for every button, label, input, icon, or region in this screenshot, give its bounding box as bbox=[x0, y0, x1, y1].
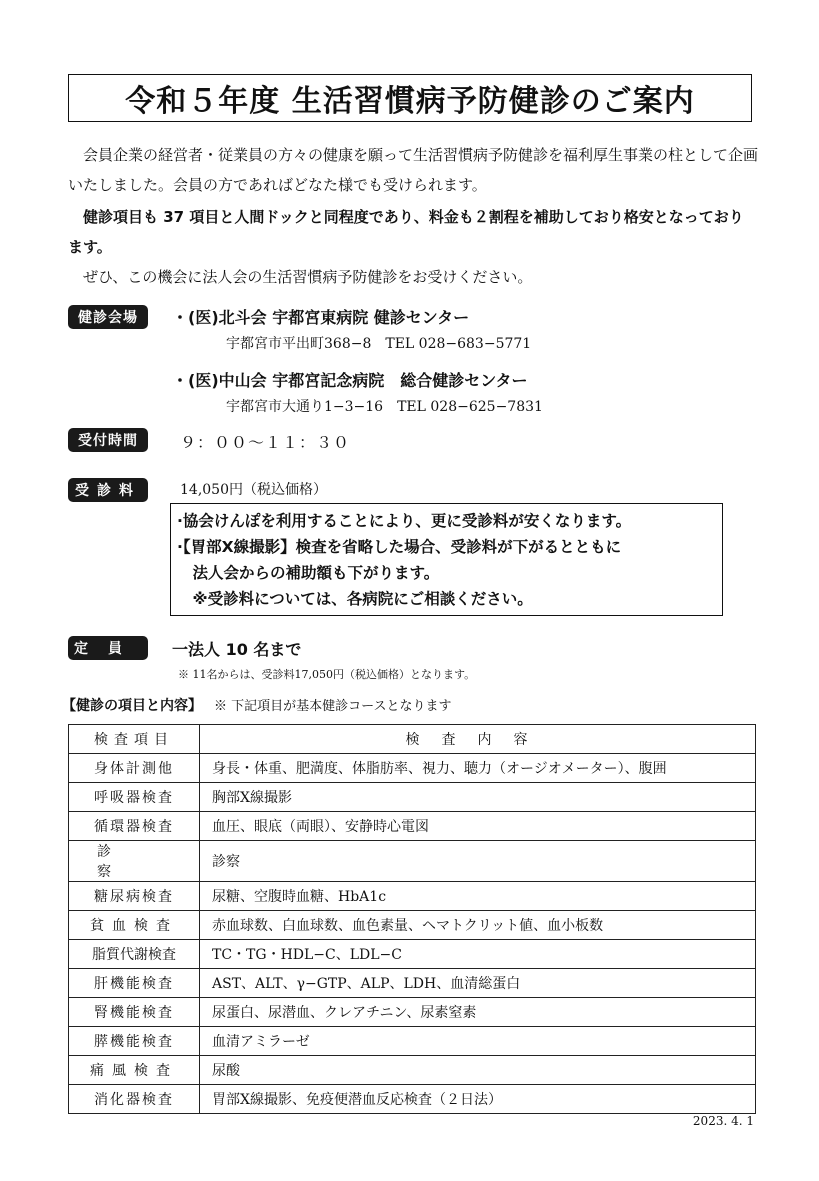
table-row bbox=[69, 1085, 756, 1114]
header-exam-content: 検査内容 bbox=[200, 725, 756, 754]
hospital-1-address: 宇都宮市平出町368−8 TEL 028−683−5771 bbox=[226, 336, 532, 352]
hospital-2-address: 宇都宮市大通り1−3−16 TEL 028−625−7831 bbox=[226, 399, 543, 415]
capacity-value: 一法人 10 名まで bbox=[172, 640, 302, 659]
exam-content: 診察 bbox=[200, 841, 756, 882]
venue-label: 健診会場 bbox=[68, 305, 148, 329]
table-row bbox=[69, 783, 756, 812]
exam-item: 肝機能検査 bbox=[69, 969, 200, 998]
intro-paragraph-3: ぜひ、この機会に法人会の生活習慣病予防健診をお受けください。 bbox=[83, 268, 533, 286]
hospital-1-name: ・(医)北斗会 宇都宮東病院 健診センター bbox=[172, 308, 470, 327]
table-row bbox=[69, 1027, 756, 1056]
hospital-2-name: ・(医)中山会 宇都宮記念病院 総合健診センター bbox=[172, 371, 528, 390]
table-row bbox=[69, 754, 756, 783]
exam-content: 尿蛋白、尿潜血、クレアチニン、尿素窒素 bbox=[200, 998, 756, 1027]
fee-note: ※受診料については、各病院にご相談ください。 bbox=[177, 590, 533, 608]
table-row bbox=[69, 1056, 756, 1085]
exam-content: 赤血球数、白血球数、血色素量、ヘマトクリット値、血小板数 bbox=[200, 911, 756, 940]
exam-item: 痛風検査 bbox=[69, 1056, 200, 1085]
exam-item: 身体計測他 bbox=[69, 754, 200, 783]
exam-content: TC・TG・HDL−C、LDL−C bbox=[200, 940, 756, 969]
items-section-title: 【健診の項目と内容】 bbox=[62, 698, 202, 714]
exam-item: 貧血検査 bbox=[69, 911, 200, 940]
fee-notes-box bbox=[170, 503, 723, 616]
exam-content: 尿糖、空腹時血糖、HbA1c bbox=[200, 882, 756, 911]
items-section-note: ※ 下記項目が基本健診コースとなります bbox=[214, 699, 452, 714]
table-row bbox=[69, 882, 756, 911]
reception-time: ９：００～１１：３０ bbox=[180, 433, 351, 452]
items-section-heading bbox=[62, 695, 451, 715]
intro-paragraph-1: 会員企業の経営者・従業員の方々の健康を願って生活習慣病予防健診を福利厚生事業の柱として企画いたしました。会員の方であればどなた様でも受けられます。 bbox=[68, 146, 759, 194]
exam-content: 胃部X線撮影、免疫便潜血反応検査（２日法） bbox=[200, 1085, 756, 1114]
intro-paragraph-2: 健診項目も 37 項目と人間ドックと同程度であり、料金も２割程を補助しており格安となっております。 bbox=[68, 208, 744, 256]
exam-content: 身長・体重、肥満度、体脂肪率、視力、聴力（オージオメーター）、腹囲 bbox=[200, 754, 756, 783]
fee-note: ·協会けんぽを利用することにより、更に受診料が安くなります。 bbox=[177, 512, 632, 530]
page-title: 令和５年度 生活習慣病予防健診のご案内 bbox=[68, 74, 752, 122]
capacity-label: 定員 bbox=[68, 636, 148, 660]
table-row bbox=[69, 812, 756, 841]
fee-label: 受診料 bbox=[68, 478, 148, 502]
fee-amount: 14,050円（税込価格） bbox=[180, 482, 327, 498]
capacity-note: ※ 11名からは、受診料17,050円（税込価格）となります。 bbox=[178, 668, 476, 681]
issue-date: 2023. 4. 1 bbox=[692, 1114, 754, 1128]
fee-note: ·【胃部X線撮影】検査を省略した場合、受診料が下がるとともに bbox=[177, 538, 622, 556]
table-row bbox=[69, 841, 756, 882]
exam-item: 呼吸器検査 bbox=[69, 783, 200, 812]
exam-item: 診察 bbox=[69, 841, 200, 882]
table-row bbox=[69, 940, 756, 969]
exam-content: AST、ALT、γ−GTP、ALP、LDH、血清総蛋白 bbox=[200, 969, 756, 998]
exam-item: 消化器検査 bbox=[69, 1085, 200, 1114]
exam-content: 血圧、眼底（両眼）、安静時心電図 bbox=[200, 812, 756, 841]
table-header-row bbox=[69, 725, 756, 754]
header-exam-item: 検査項目 bbox=[69, 725, 200, 754]
exam-content: 尿酸 bbox=[200, 1056, 756, 1085]
exam-item: 循環器検査 bbox=[69, 812, 200, 841]
table-row bbox=[69, 911, 756, 940]
exam-content: 血清アミラーゼ bbox=[200, 1027, 756, 1056]
fee-note: 法人会からの補助額も下がります。 bbox=[177, 564, 440, 582]
exam-item: 膵機能検査 bbox=[69, 1027, 200, 1056]
exam-item: 糖尿病検査 bbox=[69, 882, 200, 911]
exam-item: 腎機能検査 bbox=[69, 998, 200, 1027]
reception-label: 受付時間 bbox=[68, 428, 148, 452]
exam-content: 胸部X線撮影 bbox=[200, 783, 756, 812]
exam-item: 脂質代謝検査 bbox=[69, 940, 200, 969]
table-row bbox=[69, 969, 756, 998]
exam-items-table bbox=[68, 724, 756, 1114]
table-row bbox=[69, 998, 756, 1027]
